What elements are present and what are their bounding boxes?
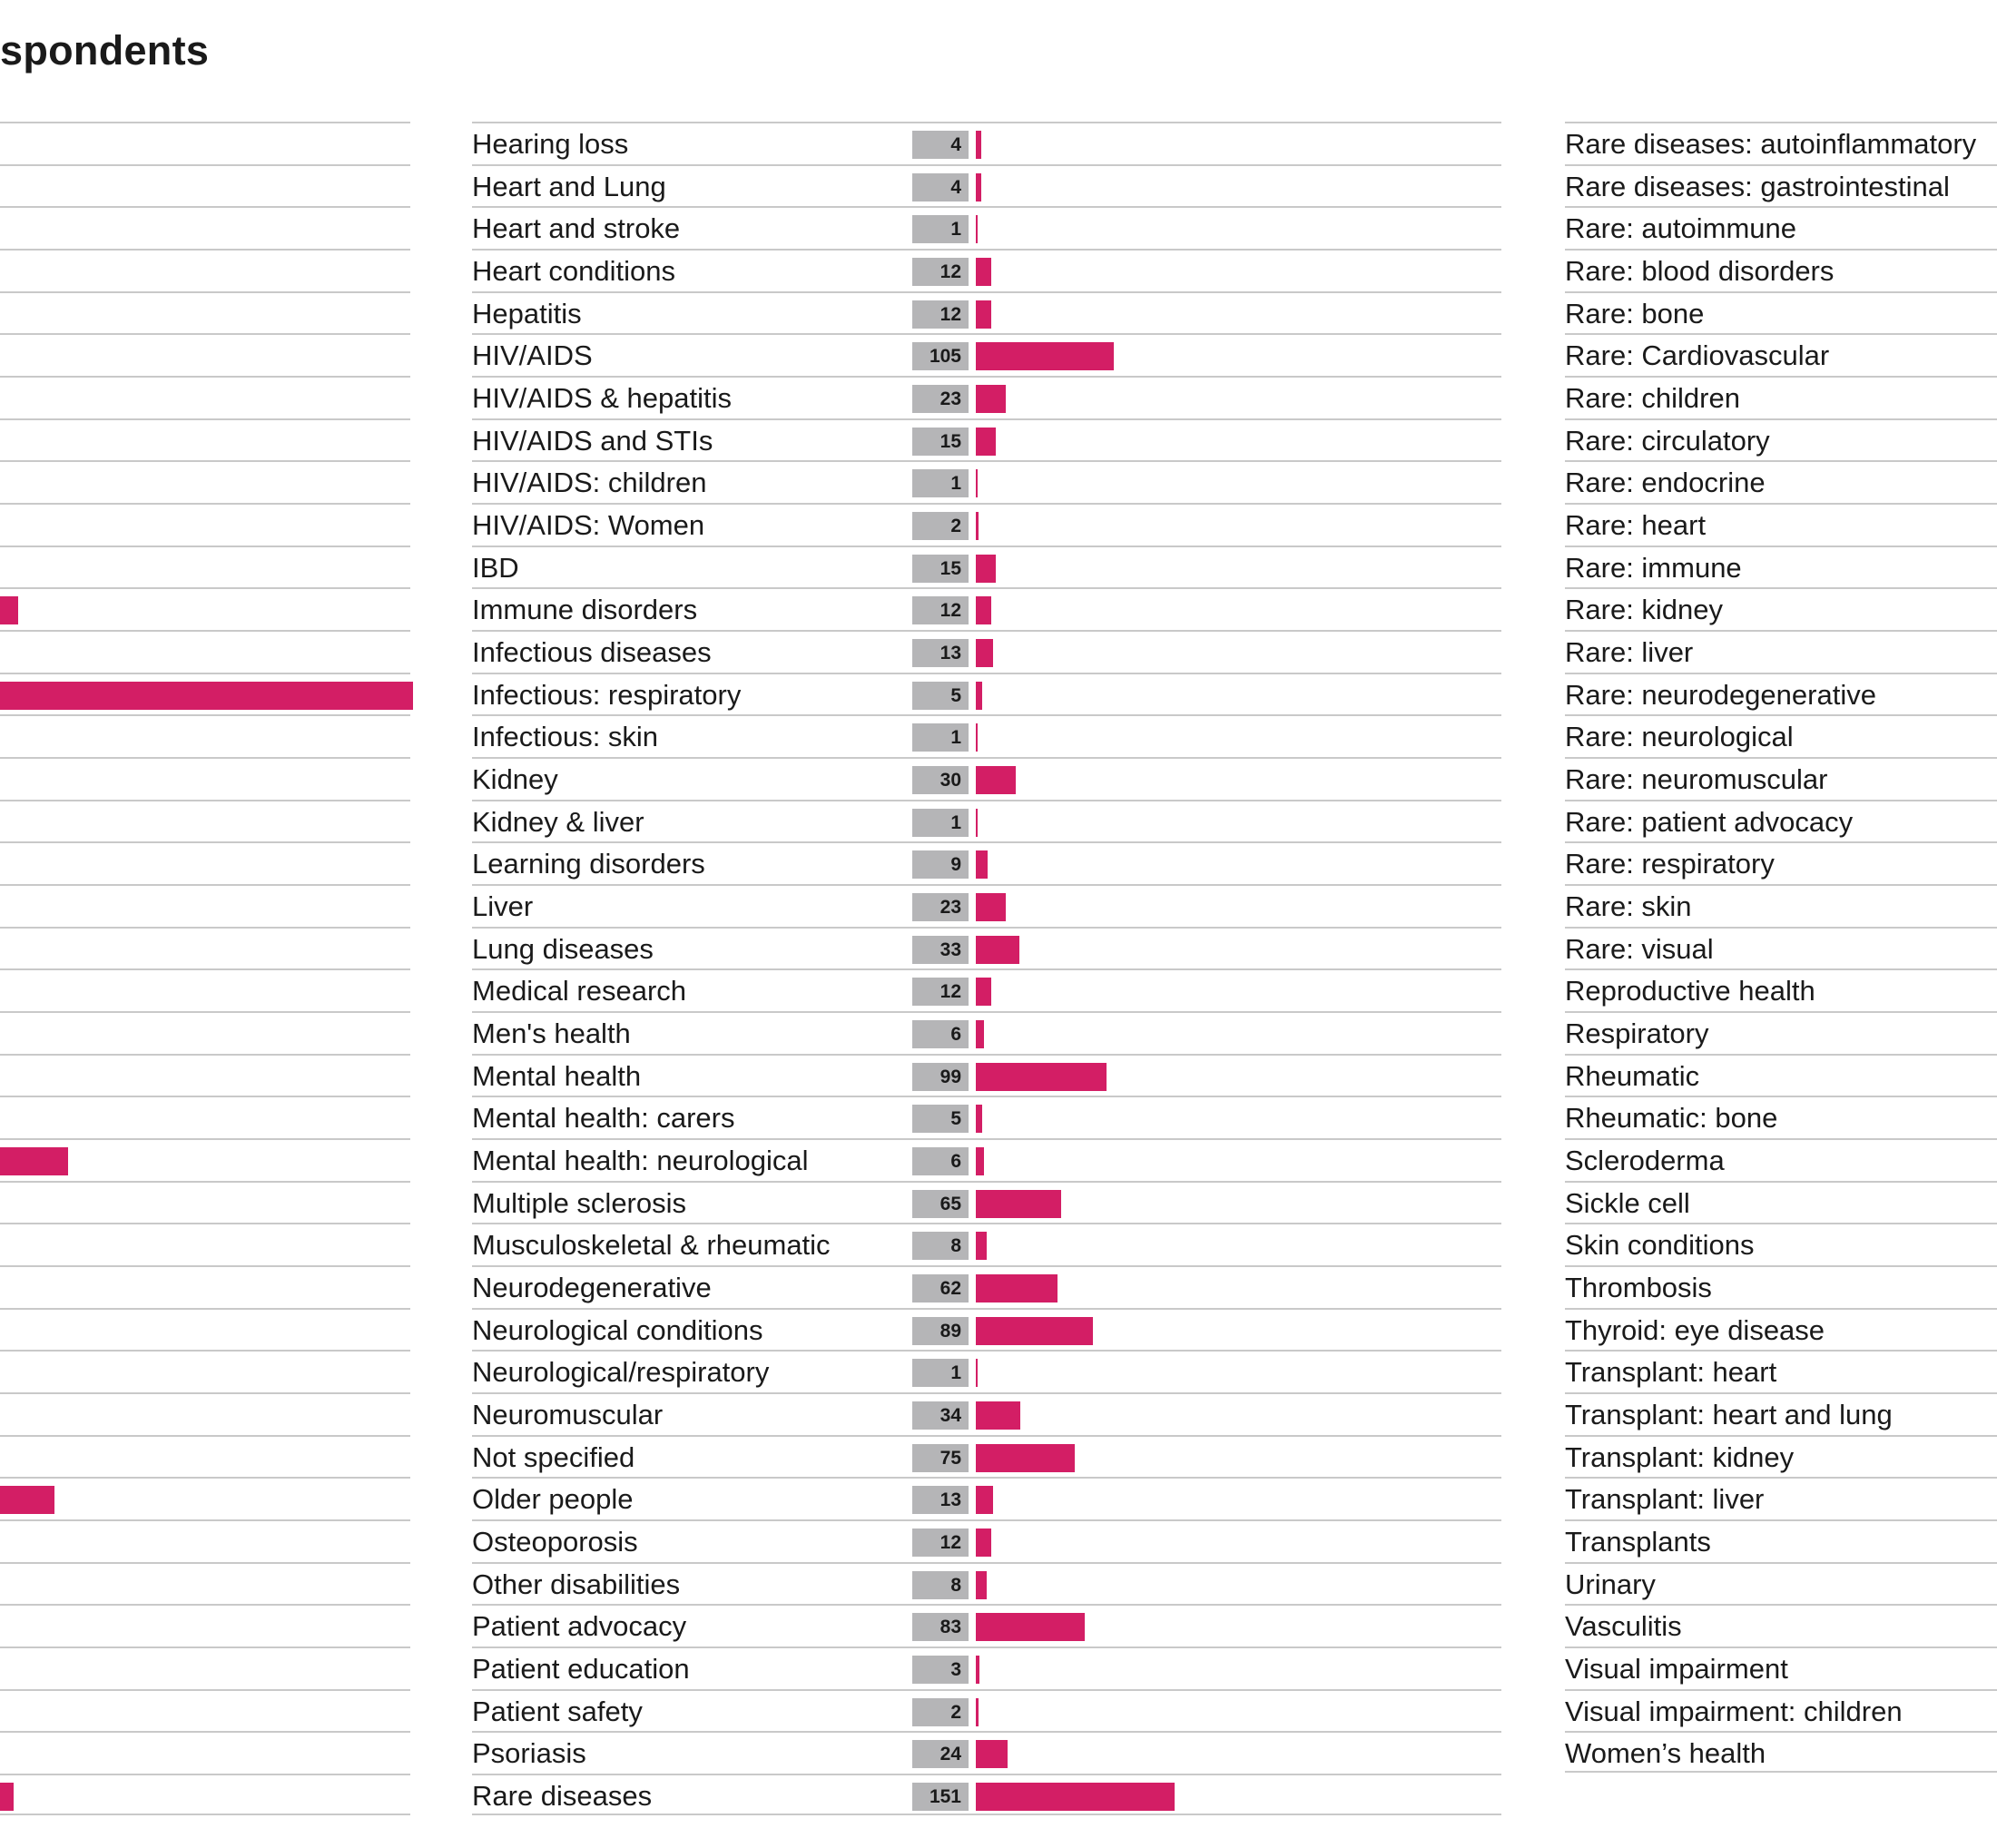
table-row xyxy=(0,460,410,502)
category-label: Neurological conditions xyxy=(472,1313,763,1346)
category-label: Medical research xyxy=(472,975,687,1008)
value-label: 12 xyxy=(912,1529,969,1557)
table-row xyxy=(472,1138,1501,1180)
table-row xyxy=(472,333,1501,375)
table-row xyxy=(0,122,410,163)
category-label: Psoriasis xyxy=(472,1737,586,1770)
value-label: 3 xyxy=(912,1656,969,1684)
value-label: 24 xyxy=(912,1740,969,1768)
table-row xyxy=(472,164,1501,206)
value-label: 23 xyxy=(912,385,969,413)
value-label: 1 xyxy=(912,469,969,497)
table-row xyxy=(472,1308,1501,1350)
category-label: Hearing loss xyxy=(472,128,629,160)
table-row xyxy=(0,1646,410,1688)
category-label: Rare: visual xyxy=(1565,932,1714,965)
table-row xyxy=(1565,376,1997,418)
bar xyxy=(976,258,991,286)
table-row xyxy=(1565,587,1997,629)
value-label: 34 xyxy=(912,1401,969,1430)
table-row xyxy=(1565,1646,1997,1688)
table-row xyxy=(472,1774,1501,1815)
bar xyxy=(976,555,996,583)
table-row xyxy=(472,1562,1501,1604)
table-row xyxy=(1565,1054,1997,1096)
table-row xyxy=(1565,757,1997,799)
bar xyxy=(0,1783,14,1811)
table-row xyxy=(1565,927,1997,968)
category-label: Mental health: carers xyxy=(472,1102,735,1135)
table-row xyxy=(0,630,410,672)
category-label: Rare: heart xyxy=(1565,509,1707,542)
table-row xyxy=(0,1731,410,1773)
bar xyxy=(976,1783,1175,1811)
category-label: Scleroderma xyxy=(1565,1145,1725,1177)
table-row xyxy=(472,1731,1501,1773)
table-row xyxy=(472,1604,1501,1646)
value-label: 151 xyxy=(912,1783,969,1811)
category-label: Rare: neurodegenerative xyxy=(1565,678,1876,711)
table-row xyxy=(472,249,1501,290)
table-row xyxy=(472,1011,1501,1053)
category-label: Rare: neuromuscular xyxy=(1565,763,1828,796)
table-row xyxy=(1565,418,1997,460)
table-row xyxy=(1565,714,1997,756)
table-row xyxy=(0,249,410,290)
category-label: HIV/AIDS: children xyxy=(472,467,707,499)
category-label: Infectious: skin xyxy=(472,721,659,753)
table-row xyxy=(1565,1392,1997,1434)
bar xyxy=(976,215,978,243)
category-label: Kidney xyxy=(472,763,558,796)
bar xyxy=(976,1529,991,1557)
category-label: Heart conditions xyxy=(472,255,676,287)
bar xyxy=(976,639,993,667)
table-row xyxy=(1565,1011,1997,1053)
value-label: 83 xyxy=(912,1613,969,1641)
category-label: Mental health: neurological xyxy=(472,1145,809,1177)
table-row xyxy=(1565,460,1997,502)
bar xyxy=(976,682,982,710)
category-label: Not specified xyxy=(472,1440,635,1473)
table-row xyxy=(1565,1181,1997,1223)
bar xyxy=(976,1401,1020,1430)
bar xyxy=(976,723,978,752)
category-label: Neuromuscular xyxy=(472,1399,664,1431)
value-label: 13 xyxy=(912,639,969,667)
table-row xyxy=(472,927,1501,968)
bar xyxy=(976,342,1114,370)
table-row xyxy=(0,333,410,375)
table-row xyxy=(0,927,410,968)
value-label: 6 xyxy=(912,1147,969,1175)
bar xyxy=(976,1274,1058,1302)
table-row xyxy=(0,1223,410,1264)
table-row xyxy=(0,1689,410,1731)
table-row xyxy=(0,1435,410,1477)
table-row xyxy=(0,1054,410,1096)
table-row xyxy=(1565,1265,1997,1307)
table-row xyxy=(472,460,1501,502)
table-row xyxy=(472,757,1501,799)
value-label: 2 xyxy=(912,512,969,540)
table-row xyxy=(0,1519,410,1561)
value-label: 4 xyxy=(912,131,969,159)
category-label: Rare diseases: gastrointestinal xyxy=(1565,170,1950,202)
category-label: HIV/AIDS & hepatitis xyxy=(472,382,733,415)
bar xyxy=(976,131,981,159)
category-label: Rare: respiratory xyxy=(1565,848,1775,880)
bar xyxy=(0,682,413,710)
category-label: Vasculitis xyxy=(1565,1610,1682,1643)
category-label: Thrombosis xyxy=(1565,1272,1712,1304)
table-row xyxy=(1565,841,1997,883)
category-label: Transplant: heart xyxy=(1565,1356,1777,1389)
value-label: 23 xyxy=(912,893,969,921)
category-label: HIV/AIDS: Women xyxy=(472,509,705,542)
table-row xyxy=(0,1350,410,1391)
category-label: Rheumatic xyxy=(1565,1059,1700,1092)
table-row xyxy=(1565,630,1997,672)
table-row xyxy=(0,164,410,206)
category-label: Immune disorders xyxy=(472,594,698,626)
table-row xyxy=(472,1350,1501,1391)
value-label: 99 xyxy=(912,1063,969,1091)
table-row xyxy=(0,1477,410,1519)
category-label: Rare: bone xyxy=(1565,297,1705,329)
category-label: Rare diseases xyxy=(472,1780,653,1813)
table-row xyxy=(1565,1731,1997,1773)
category-label: Infectious: respiratory xyxy=(472,678,742,711)
table-row xyxy=(1565,1604,1997,1646)
category-label: Transplants xyxy=(1565,1526,1711,1558)
table-row xyxy=(472,291,1501,333)
category-label: Rare: endocrine xyxy=(1565,467,1766,499)
category-label: Thyroid: eye disease xyxy=(1565,1313,1825,1346)
table-row xyxy=(1565,122,1997,163)
bar xyxy=(976,1020,984,1048)
category-label: Infectious diseases xyxy=(472,636,712,669)
table-row xyxy=(0,418,410,460)
table-row xyxy=(0,503,410,545)
table-row xyxy=(472,1265,1501,1307)
bar xyxy=(976,766,1016,794)
bar xyxy=(976,850,988,879)
bar xyxy=(976,1656,979,1684)
table-row xyxy=(0,968,410,1010)
bar xyxy=(976,428,996,456)
bar xyxy=(976,1317,1093,1345)
category-label: Transplant: liver xyxy=(1565,1483,1765,1516)
table-row xyxy=(472,630,1501,672)
table-row xyxy=(0,1011,410,1053)
table-row xyxy=(472,968,1501,1010)
category-label: Other disabilities xyxy=(472,1568,681,1600)
table-row xyxy=(472,714,1501,756)
bar xyxy=(976,1105,982,1133)
table-row xyxy=(472,884,1501,926)
table-row xyxy=(0,291,410,333)
bar xyxy=(976,469,978,497)
table-row xyxy=(0,1774,410,1815)
table-row xyxy=(1565,1689,1997,1731)
table-row xyxy=(0,757,410,799)
category-label: Neurological/respiratory xyxy=(472,1356,770,1389)
bar xyxy=(976,1232,987,1260)
bar xyxy=(976,1063,1107,1091)
table-row xyxy=(0,1392,410,1434)
category-label: Patient safety xyxy=(472,1695,643,1727)
category-label: HIV/AIDS and STIs xyxy=(472,424,713,457)
category-label: Rare: children xyxy=(1565,382,1740,415)
category-label: Heart and Lung xyxy=(472,170,666,202)
table-row xyxy=(0,714,410,756)
table-row xyxy=(1565,206,1997,248)
value-label: 6 xyxy=(912,1020,969,1048)
category-label: Osteoporosis xyxy=(472,1526,638,1558)
value-label: 4 xyxy=(912,173,969,202)
category-label: Urinary xyxy=(1565,1568,1656,1600)
table-row xyxy=(1565,673,1997,714)
bar xyxy=(976,1444,1075,1472)
table-row xyxy=(472,1689,1501,1731)
table-row xyxy=(472,1181,1501,1223)
table-row xyxy=(472,1054,1501,1096)
category-label: Multiple sclerosis xyxy=(472,1186,687,1219)
category-label: Musculoskeletal & rheumatic xyxy=(472,1229,831,1262)
category-label: Sickle cell xyxy=(1565,1186,1690,1219)
category-label: Rare: autoimmune xyxy=(1565,212,1797,245)
table-row xyxy=(1565,1138,1997,1180)
category-label: Women’s health xyxy=(1565,1737,1766,1770)
bar xyxy=(976,1190,1061,1218)
category-label: Kidney & liver xyxy=(472,805,644,838)
table-row xyxy=(472,1435,1501,1477)
category-label: Reproductive health xyxy=(1565,975,1815,1008)
table-row xyxy=(0,206,410,248)
category-label: Older people xyxy=(472,1483,634,1516)
bar xyxy=(976,300,991,329)
value-label: 5 xyxy=(912,1105,969,1133)
bar xyxy=(976,1486,993,1514)
table-row xyxy=(1565,884,1997,926)
category-label: Skin conditions xyxy=(1565,1229,1755,1262)
value-label: 15 xyxy=(912,428,969,456)
table-row xyxy=(1565,1562,1997,1604)
bar xyxy=(0,1147,68,1175)
table-row xyxy=(472,587,1501,629)
table-row xyxy=(1565,968,1997,1010)
category-label: Rare diseases: autoinflammatory xyxy=(1565,128,1977,160)
category-label: IBD xyxy=(472,551,519,584)
value-label: 8 xyxy=(912,1232,969,1260)
category-label: Lung diseases xyxy=(472,932,654,965)
table-row xyxy=(1565,291,1997,333)
category-label: Men's health xyxy=(472,1017,631,1050)
value-label: 33 xyxy=(912,936,969,964)
table-row xyxy=(472,122,1501,163)
category-label: Mental health xyxy=(472,1059,642,1092)
bar xyxy=(976,1740,1008,1768)
category-label: Learning disorders xyxy=(472,848,705,880)
table-row xyxy=(1565,249,1997,290)
category-label: Patient advocacy xyxy=(472,1610,687,1643)
category-label: Rare: immune xyxy=(1565,551,1742,584)
table-row xyxy=(1565,800,1997,841)
category-label: Rare: skin xyxy=(1565,890,1692,923)
table-row xyxy=(0,376,410,418)
category-label: Visual impairment: children xyxy=(1565,1695,1903,1727)
value-label: 105 xyxy=(912,342,969,370)
table-row xyxy=(472,673,1501,714)
table-row xyxy=(0,673,410,714)
bar xyxy=(976,1613,1085,1641)
bar xyxy=(976,385,1006,413)
value-label: 9 xyxy=(912,850,969,879)
category-label: Neurodegenerative xyxy=(472,1272,712,1304)
table-row xyxy=(0,1604,410,1646)
value-label: 8 xyxy=(912,1571,969,1599)
bar xyxy=(976,512,979,540)
value-label: 75 xyxy=(912,1444,969,1472)
table-row xyxy=(472,206,1501,248)
bar xyxy=(976,893,1006,921)
category-label: HIV/AIDS xyxy=(472,339,593,372)
category-label: Rare: patient advocacy xyxy=(1565,805,1854,838)
table-row xyxy=(1565,1096,1997,1137)
table-row xyxy=(472,1096,1501,1137)
table-row xyxy=(472,841,1501,883)
bar xyxy=(976,596,991,624)
table-row xyxy=(472,418,1501,460)
table-row xyxy=(1565,1223,1997,1264)
category-label: Visual impairment xyxy=(1565,1653,1788,1686)
table-row xyxy=(1565,503,1997,545)
table-row xyxy=(0,841,410,883)
value-label: 30 xyxy=(912,766,969,794)
table-row xyxy=(1565,1308,1997,1350)
table-row xyxy=(0,1096,410,1137)
table-row xyxy=(472,1646,1501,1688)
value-label: 1 xyxy=(912,1359,969,1387)
bar xyxy=(976,936,1019,964)
table-row xyxy=(1565,1519,1997,1561)
bar xyxy=(976,1359,978,1387)
table-row xyxy=(1565,1350,1997,1391)
table-row xyxy=(0,587,410,629)
category-label: Liver xyxy=(472,890,534,923)
table-row xyxy=(0,884,410,926)
value-label: 62 xyxy=(912,1274,969,1302)
table-row xyxy=(472,503,1501,545)
bar xyxy=(976,978,991,1006)
value-label: 2 xyxy=(912,1698,969,1726)
table-row xyxy=(1565,1435,1997,1477)
value-label: 15 xyxy=(912,555,969,583)
value-label: 1 xyxy=(912,215,969,243)
category-label: Rare: liver xyxy=(1565,636,1694,669)
table-row xyxy=(472,800,1501,841)
category-label: Heart and stroke xyxy=(472,212,681,245)
value-label: 1 xyxy=(912,723,969,752)
table-row xyxy=(472,1477,1501,1519)
bar xyxy=(0,596,18,624)
page-title: spondents xyxy=(0,27,210,74)
category-label: Rheumatic: bone xyxy=(1565,1102,1778,1135)
table-row xyxy=(0,1138,410,1180)
table-row xyxy=(472,1223,1501,1264)
bar xyxy=(976,1698,979,1726)
category-label: Rare: circulatory xyxy=(1565,424,1770,457)
value-label: 1 xyxy=(912,809,969,837)
bar xyxy=(976,173,981,202)
value-label: 5 xyxy=(912,682,969,710)
category-label: Transplant: kidney xyxy=(1565,1440,1795,1473)
value-label: 89 xyxy=(912,1317,969,1345)
bar xyxy=(976,809,978,837)
category-label: Patient education xyxy=(472,1653,690,1686)
table-row xyxy=(472,1519,1501,1561)
category-label: Transplant: heart and lung xyxy=(1565,1399,1893,1431)
category-label: Rare: kidney xyxy=(1565,594,1724,626)
value-label: 12 xyxy=(912,978,969,1006)
table-row xyxy=(1565,333,1997,375)
value-label: 12 xyxy=(912,596,969,624)
table-row xyxy=(0,1562,410,1604)
table-row xyxy=(0,800,410,841)
category-label: Rare: Cardiovascular xyxy=(1565,339,1830,372)
bar xyxy=(976,1571,987,1599)
table-row xyxy=(1565,1477,1997,1519)
bar xyxy=(976,1147,984,1175)
table-row xyxy=(0,1181,410,1223)
category-label: Rare: blood disorders xyxy=(1565,255,1835,287)
table-row xyxy=(472,376,1501,418)
table-row xyxy=(1565,546,1997,587)
value-label: 13 xyxy=(912,1486,969,1514)
table-row xyxy=(472,1392,1501,1434)
category-label: Respiratory xyxy=(1565,1017,1709,1050)
table-row xyxy=(0,546,410,587)
bar xyxy=(0,1486,54,1514)
value-label: 12 xyxy=(912,258,969,286)
table-row xyxy=(472,546,1501,587)
table-row xyxy=(0,1265,410,1307)
table-row xyxy=(0,1308,410,1350)
category-label: Rare: neurological xyxy=(1565,721,1794,753)
table-row xyxy=(1565,164,1997,206)
value-label: 12 xyxy=(912,300,969,329)
value-label: 65 xyxy=(912,1190,969,1218)
category-label: Hepatitis xyxy=(472,297,582,329)
